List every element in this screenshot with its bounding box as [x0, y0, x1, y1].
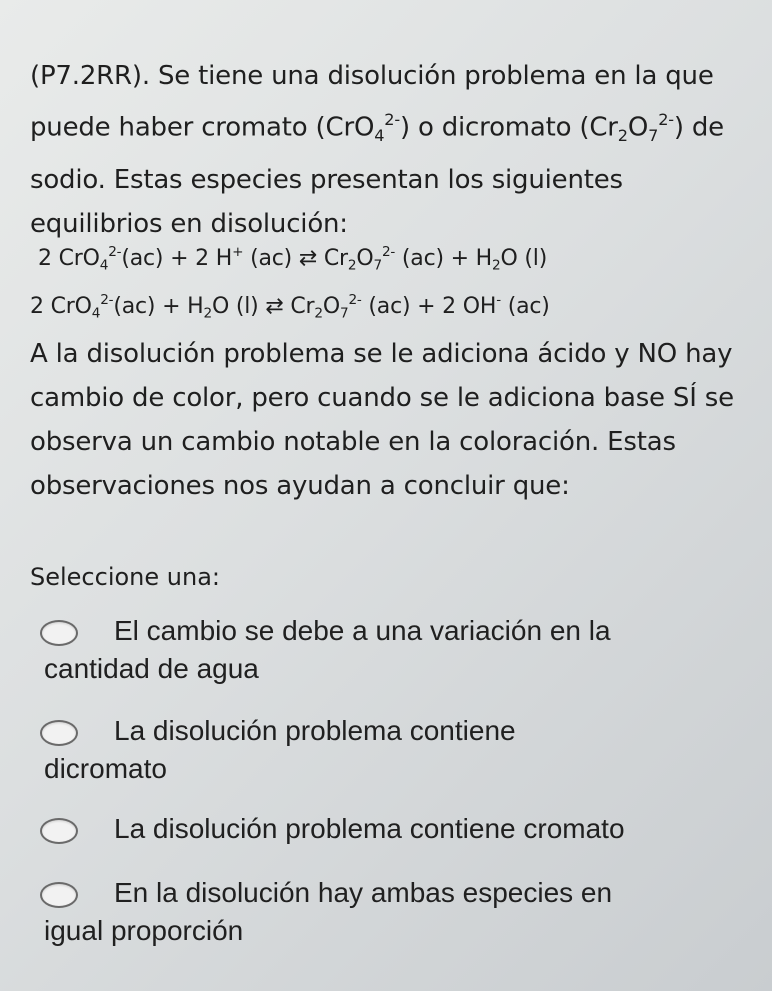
eq2-subscript: 7	[339, 305, 349, 322]
answer-option-line-1: El cambio se debe a una variación en la	[114, 615, 611, 646]
eq1-part: (ac) + 2 H	[121, 245, 233, 271]
eq2-subscript: 2	[314, 305, 323, 322]
eq1-subscript: 2	[492, 257, 501, 274]
answer-option-line-2: dicromato	[44, 753, 167, 784]
eq1-part: (ac) ⇄ Cr	[243, 245, 348, 271]
answer-option-3[interactable]	[40, 810, 760, 874]
select-prompt: Seleccione una:	[30, 563, 220, 591]
dichromate-cr-subscript: 2	[617, 126, 628, 146]
eq1-part: (ac) + H	[395, 245, 493, 271]
answer-option-line-1: En la disolución hay ambas especies en	[114, 877, 613, 908]
eq1-superscript: +	[232, 244, 244, 260]
eq2-part: 2 CrO	[30, 293, 92, 319]
question-line-2	[30, 98, 750, 158]
question-line-2-part-b: ) o dicromato (Cr	[399, 112, 618, 143]
question-line-2-part-a: puede haber cromato (CrO	[30, 112, 375, 143]
eq1-part: 2 CrO	[38, 245, 100, 271]
observation-line-1: A la disolución problema se le adiciona ácido y NO hay	[30, 339, 733, 369]
eq1-subscript: 2	[347, 257, 357, 274]
answer-option-label	[40, 612, 760, 688]
answer-option-label	[40, 712, 760, 788]
eq2-subscript: 4	[91, 305, 101, 322]
answer-option-label	[40, 810, 760, 848]
answer-option-4[interactable]	[40, 874, 760, 958]
equation-base	[30, 276, 550, 324]
eq2-part: O (l) ⇄ Cr	[211, 293, 315, 319]
chromate-subscript: 4	[374, 126, 385, 146]
eq2-superscript: 2-	[100, 292, 114, 308]
question-line-1: (P7.2RR). Se tiene una disolución problema en la que	[30, 61, 714, 91]
answer-option-line-1: La disolución problema contiene	[114, 715, 516, 746]
observation-line-2: cambio de color, pero cuando se le adiciona base SÍ se	[30, 383, 734, 413]
eq2-subscript: 2	[203, 305, 212, 322]
eq1-superscript: 2-	[108, 244, 122, 260]
eq2-part: (ac) + 2 OH	[361, 293, 497, 319]
question-text	[30, 54, 750, 246]
eq2-superscript: 2-	[348, 292, 362, 308]
answer-option-2[interactable]	[40, 712, 760, 810]
radio-button[interactable]	[40, 620, 78, 646]
radio-button[interactable]	[40, 882, 78, 908]
equilibrium-equations	[30, 228, 550, 324]
observation-line-4: observaciones nos ayudan a concluir que:	[30, 471, 570, 501]
eq2-part: O	[322, 293, 340, 319]
eq2-part: (ac) + H	[113, 293, 204, 319]
equation-acid	[30, 228, 550, 276]
answer-option-label	[40, 874, 760, 950]
answer-options	[40, 612, 760, 958]
chromate-charge: 2-	[384, 110, 400, 129]
eq1-part: O	[356, 245, 374, 271]
radio-button[interactable]	[40, 720, 78, 746]
eq1-subscript: 4	[99, 257, 109, 274]
eq1-part: O (l)	[500, 245, 548, 271]
question-line-2-part-d: ) de	[673, 112, 724, 143]
answer-option-line-2: cantidad de agua	[44, 653, 259, 684]
dichromate-o-subscript: 7	[648, 126, 659, 146]
observation-line-3: observa un cambio notable en la coloración. Estas	[30, 427, 676, 457]
answer-option-line-1: La disolución problema contiene cromato	[114, 813, 625, 844]
question-line-4: equilibrios en disolución:	[30, 209, 348, 240]
radio-button[interactable]	[40, 818, 78, 844]
question-line-3: sodio. Estas especies presentan los siguientes	[30, 165, 623, 196]
answer-option-line-2: igual proporción	[44, 915, 244, 946]
question-line-2-part-c: O	[627, 112, 649, 143]
eq1-subscript: 7	[373, 257, 382, 274]
eq1-superscript: 2-	[381, 244, 396, 260]
dichromate-charge: 2-	[658, 110, 674, 129]
eq2-superscript: -	[496, 292, 501, 308]
observation-text	[30, 332, 765, 508]
eq2-part: (ac)	[500, 293, 550, 319]
answer-option-1[interactable]	[40, 612, 760, 712]
